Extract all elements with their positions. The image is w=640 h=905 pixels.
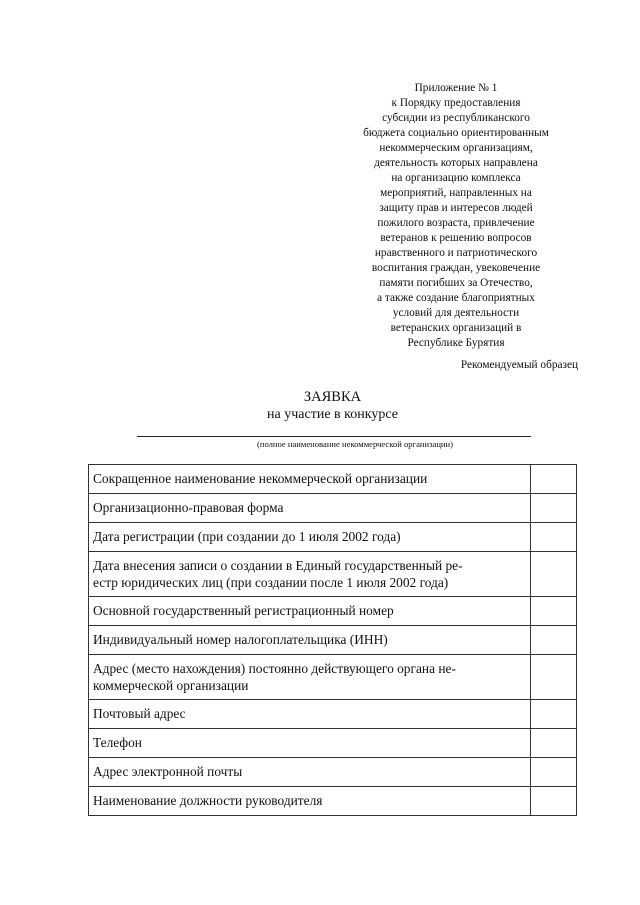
row-label-line: Адрес электронной почты — [93, 764, 243, 780]
table-row — [89, 700, 577, 729]
table-row — [89, 758, 577, 787]
appendix-line: воспитания граждан, увековечение — [371, 262, 541, 274]
row-label-line: Телефон — [93, 735, 142, 751]
row-label-line: Адрес (место нахождения) постоянно действующего органа не- — [93, 660, 456, 676]
row-value-cell[interactable] — [531, 700, 577, 729]
appendix-line: на организацию комплекса — [391, 172, 521, 184]
row-label — [89, 494, 531, 523]
appendix-line: к Порядку предоставления — [391, 97, 521, 109]
organization-name-caption: (полное наименование некоммерческой организации) — [257, 439, 453, 449]
appendix-line: условий для деятельности — [392, 307, 520, 319]
appendix-line: мероприятий, направленных на — [380, 187, 532, 199]
row-label-line: Дата внесения записи о создании в Единый государственный ре- — [93, 557, 463, 573]
row-label-line: Организационно-правовая форма — [93, 500, 284, 516]
row-label-line: естр юридических лиц (при создании после 1 июля 2002 года) — [93, 575, 449, 590]
row-label-line: Основной государственный регистрационный номер — [93, 603, 394, 619]
appendix-line: пожилого возраста, привлечение — [377, 217, 535, 229]
row-label-line: Почтовый адрес — [93, 706, 186, 722]
appendix-line: бюджета социально ориентированным — [363, 127, 549, 139]
row-label-line: коммерческой организации — [93, 678, 249, 693]
row-value-cell[interactable] — [531, 626, 577, 655]
row-value-cell[interactable] — [531, 465, 577, 494]
row-label-line: Дата регистрации (при создании до 1 июля 2002 года) — [93, 529, 401, 545]
table-row — [89, 494, 577, 523]
appendix-line: Приложение № 1 — [414, 82, 498, 94]
row-value-cell[interactable] — [531, 655, 577, 700]
appendix-line: ветеранских организаций в — [390, 322, 522, 334]
row-label — [89, 729, 531, 758]
appendix-line: памяти погибших за Отечество, — [379, 277, 533, 289]
table-row — [89, 655, 577, 700]
application-form-table — [88, 464, 577, 816]
row-value-cell[interactable] — [531, 787, 577, 816]
recommended-sample-note: Рекомендуемый образец — [460, 359, 578, 371]
row-label — [89, 552, 531, 597]
table-row — [89, 626, 577, 655]
row-value-cell[interactable] — [531, 758, 577, 787]
table-row — [89, 597, 577, 626]
appendix-line: некоммерческим организациям, — [379, 142, 533, 154]
row-label — [89, 597, 531, 626]
row-label — [89, 700, 531, 729]
appendix-line: нравственного и патриотического — [374, 247, 538, 259]
row-label — [89, 655, 531, 700]
row-value-cell[interactable] — [531, 494, 577, 523]
appendix-line: Республике Бурятия — [407, 337, 505, 349]
row-label-line: Наименование должности руководителя — [93, 793, 323, 809]
row-value-cell[interactable] — [531, 729, 577, 758]
row-value-cell[interactable] — [531, 523, 577, 552]
appendix-line: а также создание благоприятных — [377, 292, 535, 304]
appendix-line: ветеранов к решению вопросов — [380, 232, 532, 244]
row-label — [89, 523, 531, 552]
appendix-line: субсидии из республиканского — [382, 112, 530, 124]
document-subtitle: на участие в конкурсе — [267, 407, 398, 422]
row-value-cell[interactable] — [531, 552, 577, 597]
table-row — [89, 523, 577, 552]
row-label — [89, 787, 531, 816]
appendix-line: деятельность которых направлена — [374, 157, 538, 169]
organization-name-blank-line — [137, 436, 531, 437]
row-label — [89, 465, 531, 494]
appendix-line: защиту прав и интересов людей — [379, 202, 533, 214]
appendix-header — [336, 81, 576, 351]
table-row — [89, 465, 577, 494]
document-title: ЗАЯВКА — [303, 389, 362, 405]
row-label — [89, 758, 531, 787]
row-label-line: Сокращенное наименование некоммерческой организации — [93, 471, 428, 487]
row-value-cell[interactable] — [531, 597, 577, 626]
table-row — [89, 787, 577, 816]
row-label-line: Индивидуальный номер налогоплательщика (ИНН) — [93, 632, 388, 648]
table-row — [89, 552, 577, 597]
table-row — [89, 729, 577, 758]
row-label — [89, 626, 531, 655]
